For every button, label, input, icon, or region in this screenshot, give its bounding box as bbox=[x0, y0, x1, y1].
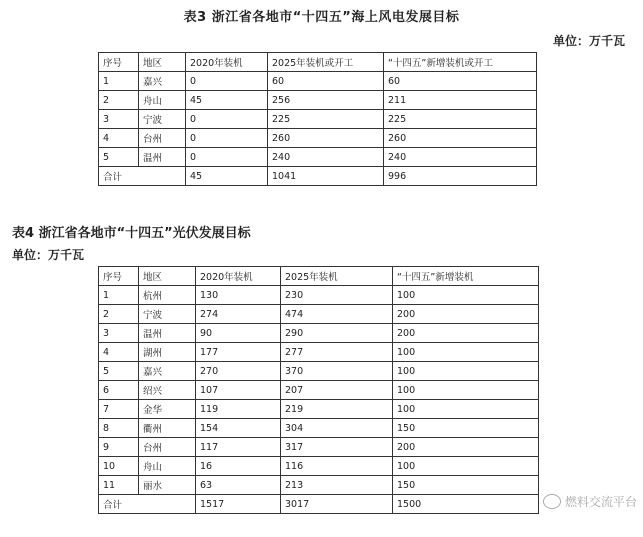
table-cell: 宁波 bbox=[139, 305, 196, 324]
table-cell: 4 bbox=[99, 343, 139, 362]
table3-unit: 单位：万千瓦 bbox=[552, 34, 625, 48]
table-cell: 100 bbox=[393, 400, 539, 419]
table-row bbox=[99, 400, 539, 419]
table-cell: 256 bbox=[268, 91, 384, 110]
header-cell: 2020年装机 bbox=[196, 267, 281, 286]
table-cell: 0 bbox=[186, 72, 268, 91]
table-cell: 3 bbox=[99, 110, 139, 129]
total-cell: 合计 bbox=[99, 167, 186, 186]
total-cell: 合计 bbox=[99, 495, 196, 514]
table-cell: 100 bbox=[393, 457, 539, 476]
table-row bbox=[99, 305, 539, 324]
table-cell: 0 bbox=[186, 148, 268, 167]
table-row bbox=[99, 343, 539, 362]
table-cell: 117 bbox=[196, 438, 281, 457]
table3-title: 表3 浙江省各地市“十四五”海上风电发展目标 bbox=[183, 10, 460, 25]
table-cell: 90 bbox=[196, 324, 281, 343]
table-cell: 100 bbox=[393, 343, 539, 362]
table-cell: 219 bbox=[281, 400, 393, 419]
table-cell: 63 bbox=[196, 476, 281, 495]
table-cell: 225 bbox=[384, 110, 537, 129]
table-cell: 5 bbox=[99, 362, 139, 381]
table-cell: 154 bbox=[196, 419, 281, 438]
total-row bbox=[99, 495, 539, 514]
header-cell: “十四五”新增装机或开工 bbox=[384, 53, 537, 72]
total-cell: 45 bbox=[186, 167, 268, 186]
table-cell: 温州 bbox=[139, 148, 186, 167]
table-cell: 4 bbox=[99, 129, 139, 148]
header-cell: 2025年装机或开工 bbox=[268, 53, 384, 72]
table-cell: 200 bbox=[393, 324, 539, 343]
watermark bbox=[543, 493, 637, 510]
table-cell: 100 bbox=[393, 362, 539, 381]
table-cell: 100 bbox=[393, 381, 539, 400]
table-cell: 100 bbox=[393, 286, 539, 305]
table-row bbox=[99, 381, 539, 400]
table-cell: 丽水 bbox=[139, 476, 196, 495]
table-cell: 130 bbox=[196, 286, 281, 305]
table-row bbox=[99, 476, 539, 495]
table-row bbox=[99, 438, 539, 457]
header-cell: 地区 bbox=[139, 53, 186, 72]
table-cell: 16 bbox=[196, 457, 281, 476]
total-row bbox=[99, 167, 537, 186]
table-cell: 台州 bbox=[139, 438, 196, 457]
table-cell: 温州 bbox=[139, 324, 196, 343]
table-row bbox=[99, 110, 537, 129]
table-cell: 270 bbox=[196, 362, 281, 381]
table-cell: 衢州 bbox=[139, 419, 196, 438]
table-row bbox=[99, 286, 539, 305]
table-cell: 嘉兴 bbox=[139, 72, 186, 91]
table4-title: 表4 浙江省各地市“十四五”光伏发展目标 bbox=[12, 226, 251, 241]
table-cell: 3 bbox=[99, 324, 139, 343]
header-cell: “十四五”新增装机 bbox=[393, 267, 539, 286]
table-row bbox=[99, 324, 539, 343]
table-cell: 260 bbox=[268, 129, 384, 148]
table-cell: 474 bbox=[281, 305, 393, 324]
table-row bbox=[99, 72, 537, 91]
header-cell: 2020年装机 bbox=[186, 53, 268, 72]
table-cell: 10 bbox=[99, 457, 139, 476]
table4-unit: 单位：万千瓦 bbox=[12, 248, 85, 262]
table-cell: 240 bbox=[268, 148, 384, 167]
table-cell: 213 bbox=[281, 476, 393, 495]
table-cell: 116 bbox=[281, 457, 393, 476]
table-cell: 200 bbox=[393, 438, 539, 457]
table-cell: 1 bbox=[99, 72, 139, 91]
table-cell: 150 bbox=[393, 476, 539, 495]
table-cell: 舟山 bbox=[139, 457, 196, 476]
table-cell: 2 bbox=[99, 91, 139, 110]
table-cell: 211 bbox=[384, 91, 537, 110]
watermark-text: 燃料交流平台 bbox=[564, 495, 637, 509]
table-cell: 7 bbox=[99, 400, 139, 419]
table-cell: 绍兴 bbox=[139, 381, 196, 400]
table-header-row bbox=[99, 267, 539, 286]
table-cell: 6 bbox=[99, 381, 139, 400]
table-cell: 45 bbox=[186, 91, 268, 110]
total-cell: 3017 bbox=[281, 495, 393, 514]
table-cell: 8 bbox=[99, 419, 139, 438]
table-cell: 1 bbox=[99, 286, 139, 305]
table-cell: 370 bbox=[281, 362, 393, 381]
total-cell: 1517 bbox=[196, 495, 281, 514]
table-cell: 260 bbox=[384, 129, 537, 148]
table-cell: 225 bbox=[268, 110, 384, 129]
table-cell: 277 bbox=[281, 343, 393, 362]
table-cell: 0 bbox=[186, 129, 268, 148]
table-cell: 207 bbox=[281, 381, 393, 400]
header-cell: 序号 bbox=[99, 267, 139, 286]
table-cell: 9 bbox=[99, 438, 139, 457]
table-cell: 119 bbox=[196, 400, 281, 419]
table-cell: 60 bbox=[268, 72, 384, 91]
table-row bbox=[99, 457, 539, 476]
table-header-row bbox=[99, 53, 537, 72]
table-cell: 200 bbox=[393, 305, 539, 324]
table-cell: 杭州 bbox=[139, 286, 196, 305]
header-cell: 2025年装机 bbox=[281, 267, 393, 286]
table-cell: 304 bbox=[281, 419, 393, 438]
wechat-icon bbox=[543, 494, 561, 509]
table4 bbox=[98, 266, 539, 514]
table-row bbox=[99, 91, 537, 110]
table-cell: 274 bbox=[196, 305, 281, 324]
total-cell: 996 bbox=[384, 167, 537, 186]
table-cell: 240 bbox=[384, 148, 537, 167]
table-row bbox=[99, 419, 539, 438]
table-cell: 11 bbox=[99, 476, 139, 495]
table-cell: 230 bbox=[281, 286, 393, 305]
table-cell: 湖州 bbox=[139, 343, 196, 362]
table-cell: 5 bbox=[99, 148, 139, 167]
table3 bbox=[98, 52, 537, 186]
table-cell: 177 bbox=[196, 343, 281, 362]
table-cell: 60 bbox=[384, 72, 537, 91]
table-cell: 台州 bbox=[139, 129, 186, 148]
table-cell: 290 bbox=[281, 324, 393, 343]
table-cell: 107 bbox=[196, 381, 281, 400]
table-cell: 舟山 bbox=[139, 91, 186, 110]
header-cell: 序号 bbox=[99, 53, 139, 72]
table-row bbox=[99, 148, 537, 167]
header-cell: 地区 bbox=[139, 267, 196, 286]
total-cell: 1500 bbox=[393, 495, 539, 514]
table-row bbox=[99, 129, 537, 148]
total-cell: 1041 bbox=[268, 167, 384, 186]
table-cell: 150 bbox=[393, 419, 539, 438]
table-cell: 0 bbox=[186, 110, 268, 129]
table-cell: 金华 bbox=[139, 400, 196, 419]
table-cell: 317 bbox=[281, 438, 393, 457]
table-cell: 2 bbox=[99, 305, 139, 324]
table-cell: 宁波 bbox=[139, 110, 186, 129]
table-row bbox=[99, 362, 539, 381]
table-cell: 嘉兴 bbox=[139, 362, 196, 381]
